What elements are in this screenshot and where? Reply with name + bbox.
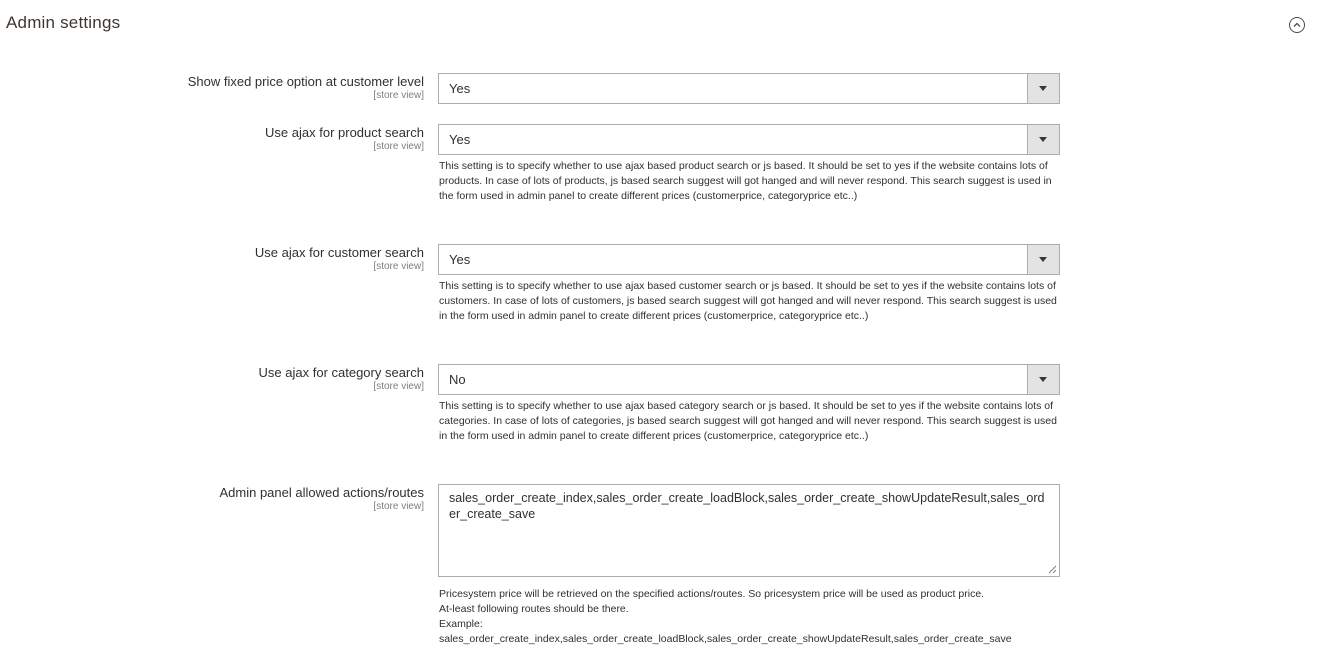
dropdown-arrow-icon[interactable] — [1027, 245, 1059, 274]
field-label: Admin panel allowed actions/routes — [219, 485, 424, 500]
product-search-select[interactable] — [438, 124, 1060, 155]
scope-label: [store view] — [373, 261, 424, 272]
select-value: Yes — [449, 81, 471, 96]
note-line: Pricesystem price will be retrieved on the specified actions/routes. So pricesystem price will be used as product price. — [439, 588, 985, 600]
allowed-routes-textarea[interactable] — [438, 484, 1060, 577]
dropdown-arrow-icon[interactable] — [1027, 125, 1059, 154]
scope-label: [store view] — [373, 90, 424, 101]
note-line: At-least following routes should be there. — [439, 603, 629, 615]
field-label: Use ajax for category search — [258, 365, 424, 380]
field-label: Use ajax for product search — [265, 125, 424, 140]
field-note: This setting is to specify whether to use ajax based product search or js based. It should be set to yes if the website contains lots of products. In case of lots of products, js based search suggest will got hanged and will never respond. This search suggest is used in the form used in admin panel to create different prices (customerprice, categoryprice etc..) — [439, 160, 1052, 202]
resize-handle-icon[interactable] — [1048, 565, 1057, 574]
customer-search-select[interactable] — [438, 244, 1060, 275]
field-label: Show fixed price option at customer level — [187, 74, 424, 89]
field-note: This setting is to specify whether to use ajax based customer search or js based. It should be set to yes if the website contains lots of customers. In case of lots of customers, js based search suggest will got hanged and will never respond. This search suggest is used in the form used in admin panel to create different prices (customerprice, categoryprice etc..) — [439, 280, 1057, 322]
field-label: Use ajax for customer search — [254, 245, 424, 260]
note-line: sales_order_create_index,sales_order_create_loadBlock,sales_order_create_showUpdateResult,sales_order_create_save — [439, 633, 1012, 645]
note-line: Example: — [439, 618, 483, 630]
field-note — [439, 587, 1061, 647]
select-value: Yes — [449, 252, 471, 267]
fixed-price-select[interactable] — [438, 73, 1060, 104]
scope-label: [store view] — [373, 381, 424, 392]
section-title: Admin settings — [6, 13, 121, 32]
select-value: Yes — [449, 132, 471, 147]
select-value: No — [449, 372, 466, 387]
textarea-value: sales_order_create_index,sales_order_create_loadBlock,sales_order_create_showUpdateResult,sales_order_create_save — [449, 491, 1045, 521]
dropdown-arrow-icon[interactable] — [1027, 365, 1059, 394]
scope-label: [store view] — [373, 141, 424, 152]
category-search-select[interactable] — [438, 364, 1060, 395]
scope-label: [store view] — [373, 501, 424, 512]
dropdown-arrow-icon[interactable] — [1027, 74, 1059, 103]
field-note: This setting is to specify whether to use ajax based category search or js based. It should be set to yes if the website contains lots of categories. In case of lots of categories, js based search suggest will got hanged and will never respond. This search suggest is used in the form used in admin panel to create different prices (customerprice, categoryprice etc..) — [439, 400, 1057, 442]
chevron-up-circle-icon[interactable] — [1289, 17, 1305, 33]
